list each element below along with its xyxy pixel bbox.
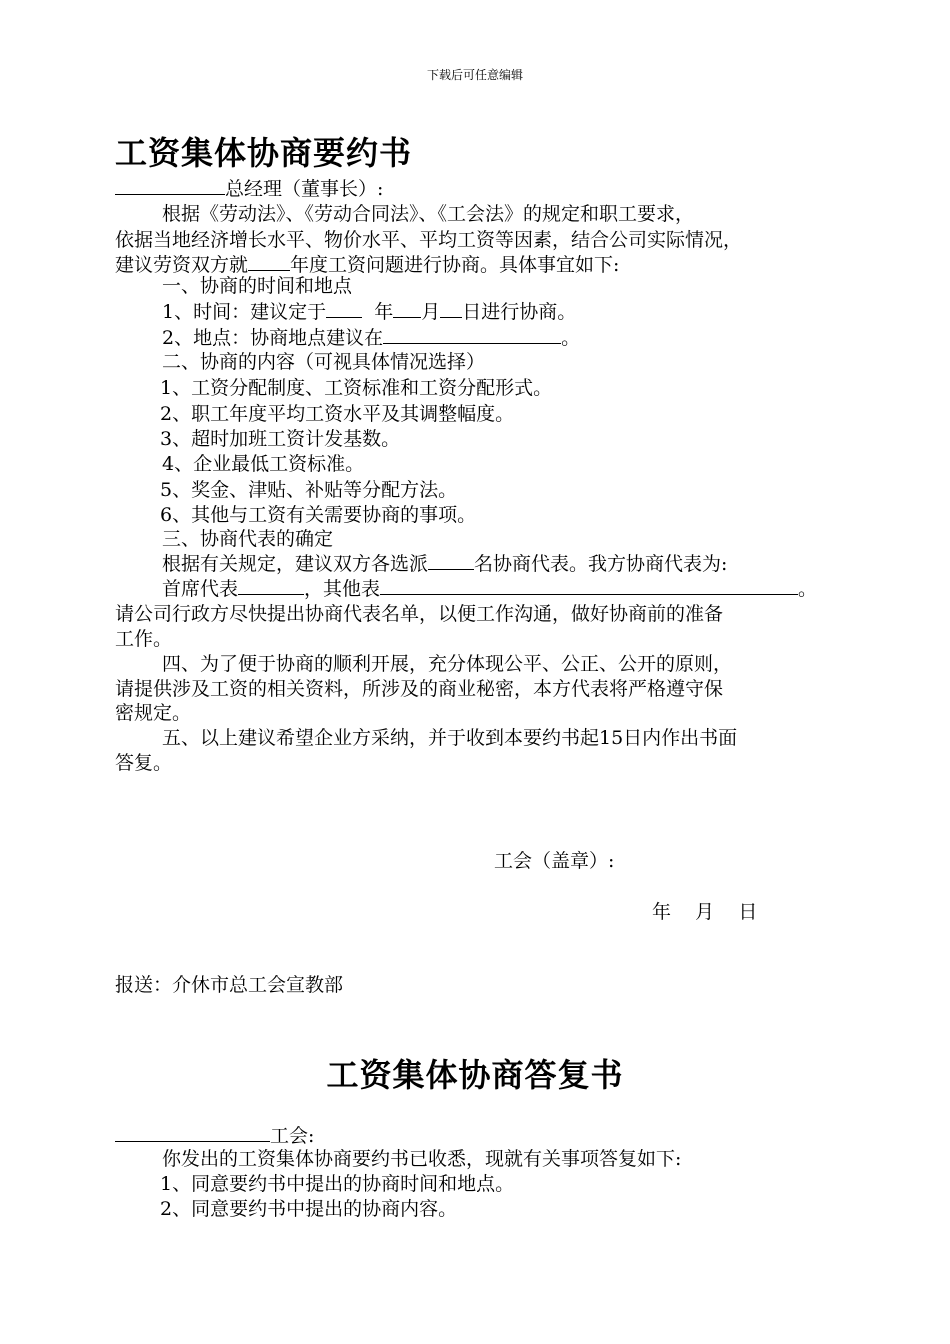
section3-line-1-prefix: 根据有关规定，建议双方各选派 (162, 553, 429, 575)
addressee-label: 总经理（董事长）: (225, 178, 384, 200)
section3-line-3: 请公司行政方尽快提出协商代表名单，以便工作沟通，做好协商前的准备 (115, 603, 724, 625)
reply-line-3: 2、同意要约书中提出的协商内容。 (160, 1198, 458, 1220)
others-label: ，其他表 (304, 578, 381, 600)
time-month-blank (393, 299, 421, 318)
section2-heading: 二、协商的内容（可视具体情况选择） (162, 351, 486, 373)
section3-line-1 (162, 551, 727, 577)
place-blank (383, 325, 561, 344)
section3-line-2 (162, 576, 817, 602)
reply-line-2: 1、同意要约书中提出的协商时间和地点。 (160, 1173, 515, 1195)
section5-line-1: 五、以上建议希望企业方采纳，并于收到本要约书起15日内作出书面 (162, 727, 738, 749)
section2-item-6: 6、其他与工资有关需要协商的事项。 (160, 504, 477, 526)
section4-line-1: 四、为了便于协商的顺利开展，充分体现公平、公正、公开的原则， (162, 653, 733, 675)
section2-item-2: 2、职工年度平均工资水平及其调整幅度。 (160, 403, 515, 425)
section1-place (162, 325, 580, 351)
section4-line-2: 请提供涉及工资的相关资料，所涉及的商业秘密，本方代表将严格遵守保 (115, 678, 724, 700)
request-addressee (115, 176, 383, 202)
section5-line-2: 答复。 (115, 752, 173, 774)
time-year-blank (326, 299, 362, 318)
year-blank (248, 252, 290, 271)
rep-count-blank (428, 551, 474, 570)
section1-time (162, 299, 576, 325)
section2-item-4: 4、企业最低工资标准。 (162, 453, 365, 475)
section3-line-4: 工作。 (115, 628, 173, 650)
union-signature: 工会（盖章）: (494, 850, 615, 872)
others-blank (380, 576, 798, 595)
section3-period: 。 (798, 578, 818, 600)
time-day-blank (440, 299, 462, 318)
signature-date: 年 月 日 (652, 901, 758, 923)
intro-line-3-suffix: 年度工资问题进行协商。具体事宜如下: (290, 254, 620, 276)
reply-addressee-blank (115, 1123, 270, 1142)
reply-addressee-label: 工会: (270, 1125, 315, 1147)
place-suffix: 。 (561, 327, 581, 349)
place-prefix: 2、地点：协商地点建议在 (162, 327, 384, 349)
request-title: 工资集体协商要约书 (115, 134, 413, 172)
time-year-label: 年 (374, 301, 394, 323)
cc-line: 报送：介休市总工会宣教部 (115, 974, 344, 996)
intro-line-2: 依据当地经济增长水平、物价水平、平均工资等因素，结合公司实际情况， (115, 229, 743, 251)
time-suffix: 日进行协商。 (462, 301, 577, 323)
intro-line-3-prefix: 建议劳资双方就 (115, 254, 249, 276)
time-month-label: 月 (421, 301, 441, 323)
header-note: 下载后可任意编辑 (426, 68, 523, 82)
section2-item-1: 1、工资分配制度、工资标准和工资分配形式。 (160, 377, 553, 399)
section1-heading: 一、协商的时间和地点 (162, 275, 353, 297)
intro-line-1: 根据《劳动法》、《劳动合同法》、《工会法》的规定和职工要求， (162, 203, 695, 225)
chief-blank (238, 576, 304, 595)
section2-item-3: 3、超时加班工资计发基数。 (160, 428, 401, 450)
section3-heading: 三、协商代表的确定 (162, 528, 334, 550)
time-prefix: 1、时间：建议定于 (162, 301, 327, 323)
reply-title: 工资集体协商答复书 (326, 1056, 624, 1094)
section2-item-5: 5、奖金、津贴、补贴等分配方法。 (160, 479, 458, 501)
section3-line-1-suffix: 名协商代表。我方协商代表为: (474, 553, 728, 575)
reply-line-1: 你发出的工资集体协商要约书已收悉，现就有关事项答复如下: (162, 1148, 682, 1170)
section4-line-3: 密规定。 (115, 702, 192, 724)
addressee-blank (115, 176, 225, 195)
chief-label: 首席代表 (162, 578, 239, 600)
